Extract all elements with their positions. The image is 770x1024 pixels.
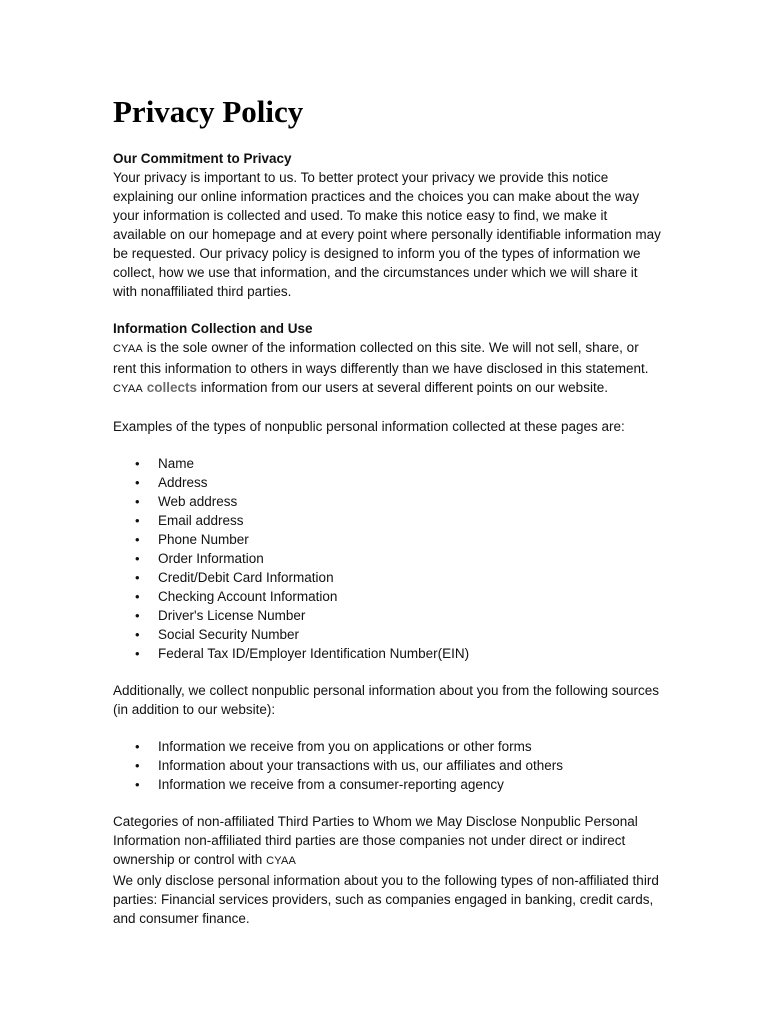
list-item: • Phone Number (135, 532, 249, 547)
collection-text (113, 338, 663, 399)
list-item: • Order Information (135, 551, 264, 566)
bullet-icon: • (135, 589, 140, 604)
bullet-icon: • (135, 570, 140, 585)
bullet-icon: • (135, 475, 140, 490)
collection-text-part2: information from our users at several different points on our website. (197, 380, 608, 395)
list-item: • Information we receive from a consumer-reporting agency (135, 777, 504, 792)
list-item: • Checking Account Information (135, 589, 338, 604)
list-item: • Web address (135, 494, 238, 509)
collects-word: collects (146, 380, 197, 395)
sources-list (113, 737, 663, 794)
disclose-text: We only disclose personal information about you to the following types of non-affiliated third parties: Financial services providers, such as companies engaged in banking, credit cards, and consumer finance. (113, 873, 659, 926)
collection-heading: Information Collection and Use (113, 321, 313, 336)
list-item: • Federal Tax ID/Employer Identification Number(EIN) (135, 646, 470, 661)
bullet-icon: • (135, 777, 140, 792)
page-title: Privacy Policy (113, 94, 304, 129)
collection-section (113, 319, 663, 399)
list-item: • Information about your transactions with us, our affiliates and others (135, 758, 563, 773)
commitment-heading: Our Commitment to Privacy (113, 151, 292, 166)
bullet-icon: • (135, 513, 140, 528)
commitment-text: Your privacy is important to us. To better protect your privacy we provide this notice explaining our online information practices and the choices you can make about the way your information is collected and used. To make this notice easy to find, we make it available on our homepage and at every point where personally identifiable information may be requested. Our privacy policy is designed to inform you of the types of information we collect, how we use that information, and the circumstances under which we will share it with nonaffiliated third parties. (113, 170, 661, 299)
bullet-icon: • (135, 758, 140, 773)
examples-intro: Examples of the types of nonpublic personal information collected at these pages are: (113, 419, 625, 434)
bullet-icon: • (135, 627, 140, 642)
bullet-icon: • (135, 646, 140, 661)
categories-text: Categories of non-affiliated Third Parties to Whom we May Disclose Nonpublic Personal Information non-affiliated third parties are those companies not under direct or indirect ownership or control with CYAA (113, 814, 638, 867)
list-item: • Social Security Number (135, 627, 300, 642)
list-item: • Driver's License Number (135, 608, 306, 623)
bullet-icon: • (135, 532, 140, 547)
bullet-icon: • (135, 551, 140, 566)
list-item: • Information we receive from you on applications or other forms (135, 739, 532, 754)
sources-intro: Additionally, we collect nonpublic personal information about you from the following sources (in addition to our website): (113, 683, 660, 717)
bullet-icon: • (135, 739, 140, 754)
bullet-icon: • (135, 456, 140, 471)
bullet-icon: • (135, 608, 140, 623)
collection-text-part1: is the sole owner of the information collected on this site. We will not sell, share, or rent this information to others in ways differently than we have disclosed in this statement. (113, 340, 649, 376)
company-name: CYAA (113, 383, 143, 395)
list-item: • Email address (135, 513, 244, 528)
commitment-section (113, 149, 663, 301)
list-item: • Credit/Debit Card Information (135, 570, 334, 585)
list-item: • Name (135, 456, 195, 471)
document-page (113, 92, 663, 928)
company-name: CYAA (113, 343, 143, 355)
examples-list (113, 454, 663, 663)
company-name: CYAA (266, 855, 297, 867)
bullet-icon: • (135, 494, 140, 509)
list-item: • Address (135, 475, 208, 490)
